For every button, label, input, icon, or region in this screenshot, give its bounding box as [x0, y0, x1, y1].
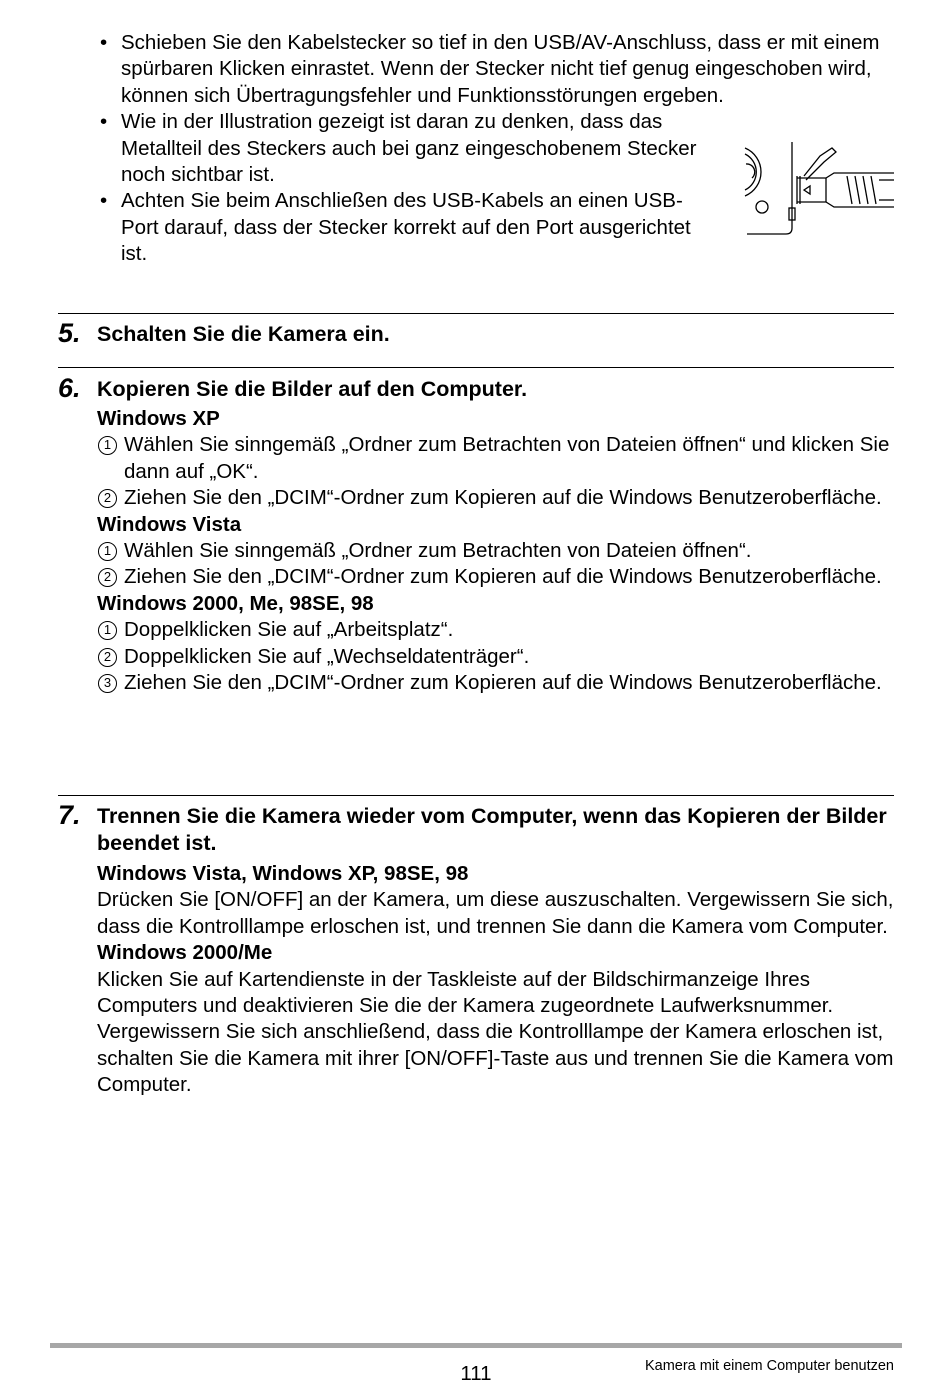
- os-heading: Windows Vista: [97, 512, 242, 536]
- note-metal-visible: • Wie in der Illustration gezeigt ist daran zu denken, dass das Metallteil des Steckers auch bei ganz eingeschobenem Stecker noch sichtbar ist.: [97, 109, 721, 188]
- os-heading: Windows Vista, Windows XP, 98SE, 98: [97, 862, 469, 885]
- os-heading: Windows 2000, Me, 98SE, 98: [97, 591, 374, 615]
- circled-number: 2: [98, 568, 117, 587]
- circled-number: 1: [98, 436, 117, 455]
- step-number: 7.: [58, 800, 81, 830]
- page-number: 111: [460, 1362, 492, 1385]
- instruction-item: 2 Ziehen Sie den „DCIM“-Ordner zum Kopieren auf die Windows Benutzeroberfläche.: [97, 485, 894, 511]
- note-insert-plug: • Schieben Sie den Kabelstecker so tief in den USB/AV-Anschluss, dass er mit einem spürbaren Klicken einrastet. Wenn der Stecker nicht tief genug eingeschoben wird, können sich Übertragungsfehler und Funktionsstörungen ergeben.: [97, 30, 897, 109]
- instruction-paragraph: Drücken Sie [ON/OFF] an der Kamera, um diese auszuschalten. Vergewissern Sie sich, dass die Kontrolllampe erloschen ist, und trennen Sie dann die Kamera vom Computer.: [97, 888, 894, 938]
- os-heading: Windows 2000/Me: [97, 941, 273, 965]
- footer-bar: [50, 1343, 902, 1348]
- instruction-paragraph: Klicken Sie auf Kartendienste in der Taskleiste auf der Bildschirmanzeige Ihres Computers und deaktivieren Sie die der Kamera zugeordnete Laufwerksnummer. Vergewissern Sie sich anschließend, dass die Kontrolllampe der Kamera erloschen ist, schalten Sie die Kamera mit ihrer [ON/OFF]-Taste aus und trennen Sie die Kamera vom Computer.: [97, 967, 894, 1097]
- divider: [58, 795, 894, 796]
- instruction-item: 1 Wählen Sie sinngemäß „Ordner zum Betrachten von Dateien öffnen“.: [97, 538, 894, 564]
- circled-number: 3: [98, 674, 117, 693]
- instruction-item: 2 Ziehen Sie den „DCIM“-Ordner zum Kopieren auf die Windows Benutzeroberfläche.: [97, 564, 894, 590]
- instruction-item: 1 Wählen Sie sinngemäß „Ordner zum Betrachten von Dateien öffnen“ und klicken Sie dann auf „OK“.: [97, 432, 894, 485]
- step-title: Trennen Sie die Kamera wieder vom Computer, wenn das Kopieren der Bilder beendet ist.: [97, 804, 887, 855]
- divider: [58, 367, 894, 368]
- step-number: 6.: [58, 373, 81, 403]
- circled-number: 1: [98, 621, 117, 640]
- step-title: Kopieren Sie die Bilder auf den Computer.: [97, 377, 528, 401]
- step-7-body: [97, 861, 894, 1099]
- circled-number: 2: [98, 489, 117, 508]
- step-title: Schalten Sie die Kamera ein.: [97, 322, 390, 346]
- note-usb-alignment: • Achten Sie beim Anschließen des USB-Kabels an einen USB-Port darauf, dass der Stecker korrekt auf den Port ausgerichtet ist.: [97, 188, 691, 267]
- section-title: Kamera mit einem Computer benutzen: [644, 1358, 894, 1374]
- instruction-item: 2 Doppelklicken Sie auf „Wechseldatenträger“.: [97, 644, 894, 670]
- step-6-body: [97, 406, 894, 696]
- divider: [58, 313, 894, 314]
- step-number: 5.: [58, 318, 81, 348]
- circled-number: 2: [98, 648, 117, 667]
- usb-plug-illustration: [742, 140, 897, 240]
- circled-number: 1: [98, 542, 117, 561]
- instruction-item: 3 Ziehen Sie den „DCIM“-Ordner zum Kopieren auf die Windows Benutzeroberfläche.: [97, 670, 894, 696]
- os-heading: Windows XP: [97, 407, 220, 430]
- instruction-item: 1 Doppelklicken Sie auf „Arbeitsplatz“.: [97, 617, 894, 643]
